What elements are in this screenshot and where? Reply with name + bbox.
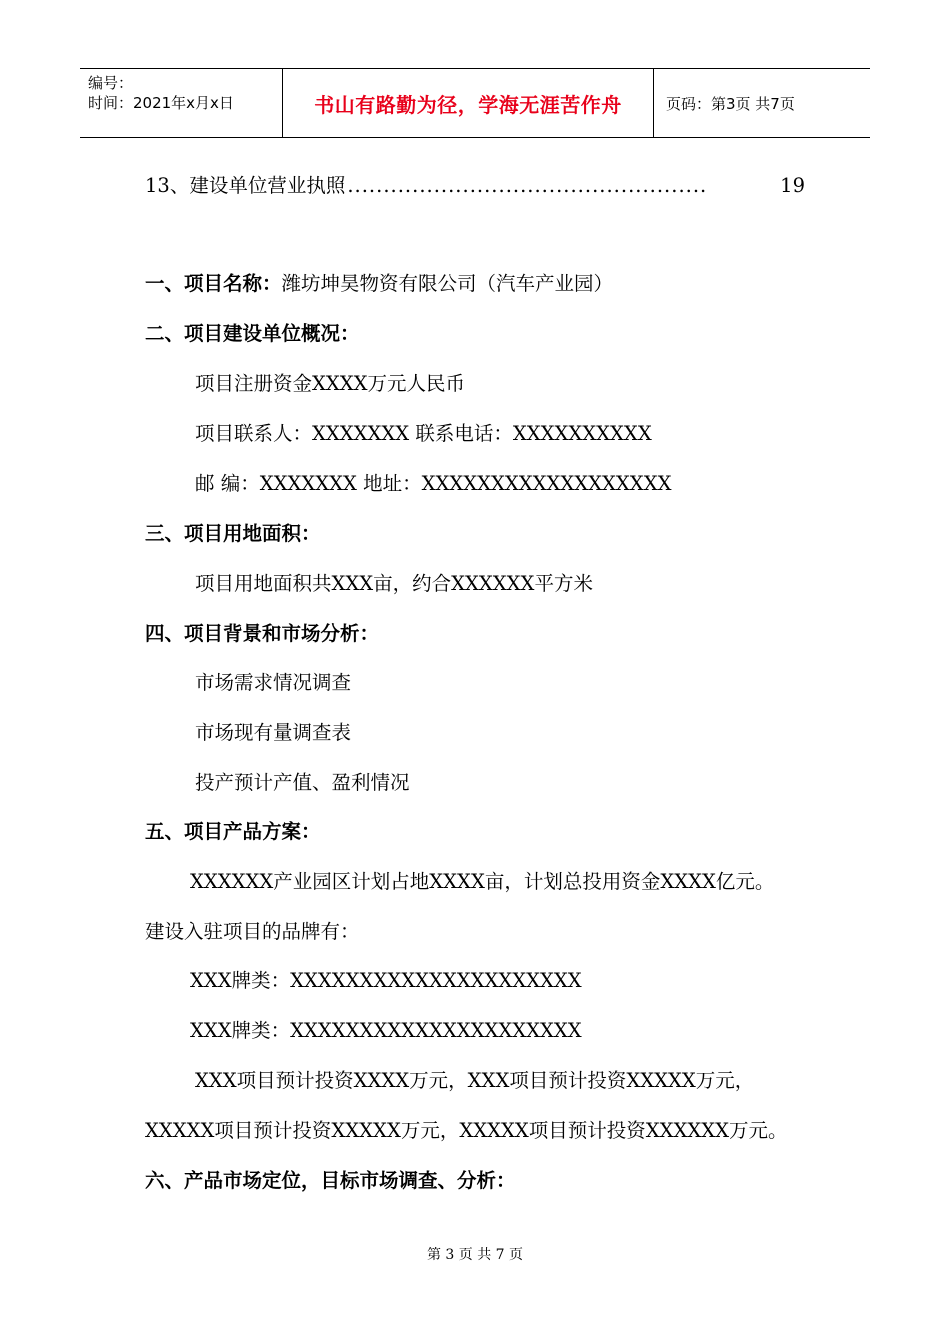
number-label: 编号： xyxy=(88,74,134,92)
section-5-title: 五、项目产品方案： xyxy=(145,820,321,843)
toc-item-label: 13、建设单位营业执照 xyxy=(145,174,346,197)
output-profit-item: 投产预计产值、盈利情况 xyxy=(195,771,410,794)
postcode-address: 邮 编：XXXXXXX 地址：XXXXXXXXXXXXXXXXXX xyxy=(195,472,672,495)
section-3-title: 三、项目用地面积： xyxy=(145,522,321,545)
section-4-title: 四、项目背景和市场分析： xyxy=(145,622,380,645)
section-1 xyxy=(145,271,613,297)
brand-item-1: XXX牌类：XXXXXXXXXXXXXXXXXXXXX xyxy=(190,969,582,992)
brand-item-2: XXX牌类：XXXXXXXXXXXXXXXXXXXXX xyxy=(190,1019,582,1042)
investment-line-1: XXX项目预计投资XXXX万元，XXX项目预计投资XXXXX万元， xyxy=(195,1069,755,1092)
investment-line-2: XXXXX项目预计投资XXXXX万元，XXXXX项目预计投资XXXXXX万元。 xyxy=(145,1119,788,1142)
header-motto: 书山有路勤为径，学海无涯苦作舟 xyxy=(282,69,654,137)
land-area: 项目用地面积共XXX亩，约合XXXXXX平方米 xyxy=(195,572,593,595)
section-2-title: 二、项目建设单位概况： xyxy=(145,322,360,345)
page-footer: 第 3 页 共 7 页 xyxy=(426,1247,524,1263)
header-page-label: 页码：第3页 共7页 xyxy=(666,94,795,113)
park-plan-line-1: XXXXXX产业园区计划占地XXXX亩，计划总投用资金XXXX亿元。 xyxy=(190,870,775,893)
registered-capital: 项目注册资金XXXX万元人民币 xyxy=(195,372,466,395)
contact-info: 项目联系人：XXXXXXX 联系电话：XXXXXXXXXX xyxy=(195,422,652,445)
section-1-title: 一、项目名称： xyxy=(145,272,282,295)
toc-page-number: 19 xyxy=(780,174,805,197)
toc-entry xyxy=(145,173,805,199)
toc-leader-dots: .................................................. xyxy=(347,174,708,197)
section-1-value: 潍坊坤昊物资有限公司（汽车产业园） xyxy=(281,272,614,295)
document-header xyxy=(80,68,870,138)
header-meta xyxy=(80,69,282,137)
park-plan-line-2: 建设入驻项目的品牌有： xyxy=(145,920,360,943)
date-label: 时间：2021年x月x日 xyxy=(88,94,234,112)
section-6-title: 六、产品市场定位，目标市场调查、分析： xyxy=(145,1169,516,1192)
market-existing-item: 市场现有量调查表 xyxy=(195,721,352,744)
market-demand-item: 市场需求情况调查 xyxy=(195,671,352,694)
